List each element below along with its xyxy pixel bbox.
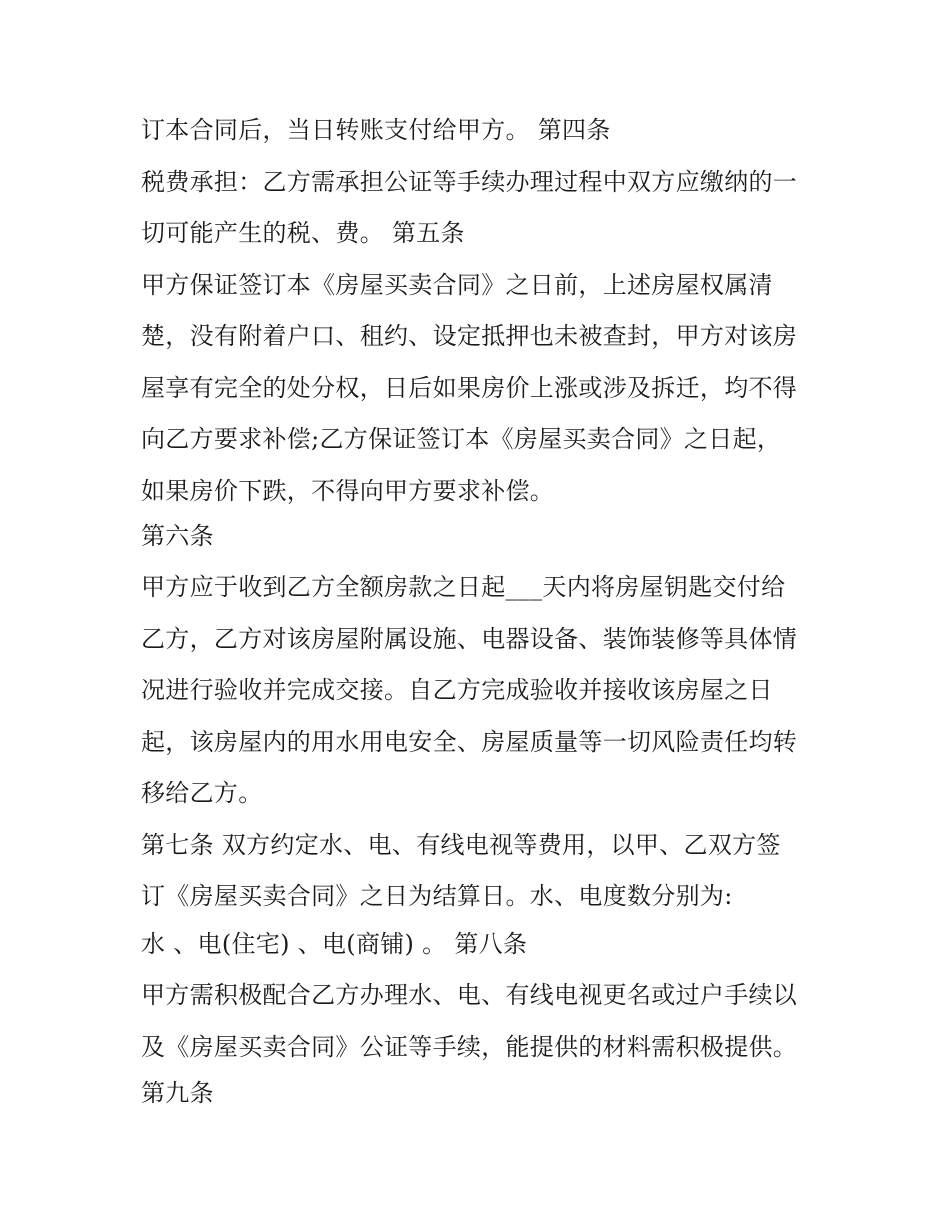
text-line: 起，该房屋内的用水用电安全、房屋质量等一切风险责任均转 xyxy=(141,728,798,756)
text-line: 甲方保证签订本《房屋买卖合同》之日前，上述房屋权属清 xyxy=(141,271,773,299)
text-line: 订《房屋买卖合同》之日为结算日。水、电度数分别为: xyxy=(141,882,733,910)
section-heading: 第九条 xyxy=(141,1079,214,1107)
text-line: 如果房价下跌，不得向甲方要求补偿。 xyxy=(141,477,555,505)
text-line: 水 、电(住宅) 、电(商铺) 。 第八条 xyxy=(141,930,528,958)
text-line: 第七条 双方约定水、电、有线电视等费用，以甲、乙双方签 xyxy=(141,831,781,859)
text-line: 切可能产生的税、费。 第五条 xyxy=(141,219,465,247)
text-line: 甲方需积极配合乙方办理水、电、有线电视更名或过户手续以 xyxy=(141,981,798,1009)
text-line: 订本合同后，当日转账支付给甲方。 第四条 xyxy=(141,116,611,144)
text-line: 乙方，乙方对该房屋附属设施、电器设备、装饰装修等具体情 xyxy=(141,625,798,653)
text-line: 移给乙方。 xyxy=(141,779,263,807)
text-line: 楚，没有附着户口、租约、设定抵押也未被查封，甲方对该房 xyxy=(141,322,798,350)
text-line: 及《房屋买卖合同》公证等手续，能提供的材料需积极提供。 xyxy=(141,1033,798,1061)
text-line: 况进行验收并完成交接。自乙方完成验收并接收该房屋之日 xyxy=(141,676,773,704)
text-line: 税费承担：乙方需承担公证等手续办理过程中双方应缴纳的一 xyxy=(141,168,798,196)
section-heading: 第六条 xyxy=(141,522,214,550)
text-line: 向乙方要求补偿;乙方保证签订本《房屋买卖合同》之日起， xyxy=(141,425,782,453)
text-line: 甲方应于收到乙方全额房款之日起___天内将房屋钥匙交付给 xyxy=(141,573,786,601)
text-line: 屋享有完全的处分权，日后如果房价上涨或涉及拆迁，均不得 xyxy=(141,374,798,402)
